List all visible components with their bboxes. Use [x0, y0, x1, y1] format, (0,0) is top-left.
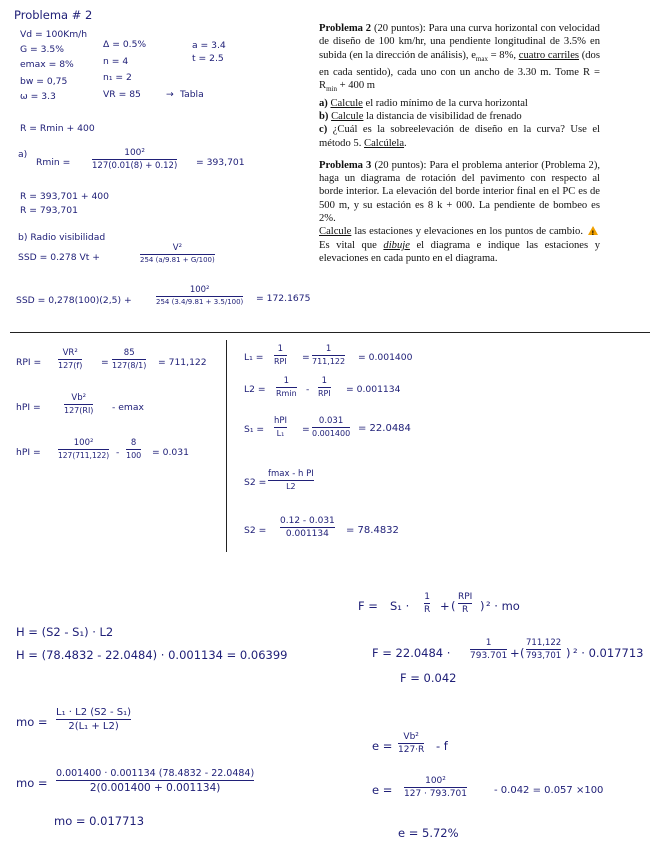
- mo-fraction: [56, 707, 131, 732]
- rmin-fraction: [92, 148, 177, 171]
- part-a-label: a): [18, 149, 28, 160]
- problem-2-title: Problema 2: [319, 23, 372, 34]
- mo-numerator: L₁ · L2 (S2 - S₁): [56, 707, 132, 718]
- mo-sub-numerator: 0.001400 · 0.001134 (78.4832 - 22.0484): [56, 768, 255, 779]
- f-paren-open: (: [451, 599, 456, 613]
- hpi-sub-minus: -: [116, 447, 120, 458]
- rpi-numerator-2: 85: [123, 348, 135, 358]
- l1-denominator-2: 711,122: [312, 357, 346, 366]
- e-sub-tail: - 0.042 = 0.057 ×100: [494, 785, 604, 796]
- hpi-sub-denominator: 127(711,122): [58, 451, 110, 460]
- given-bw: bw = 0,75: [20, 76, 68, 87]
- ssd-formula-numerator: V²: [172, 243, 182, 253]
- e-result: e = 5.72%: [398, 826, 459, 840]
- mo-denominator: 2(L₁ + L2): [68, 721, 119, 732]
- given-n: n = 4: [103, 56, 129, 67]
- hpi-sub-numerator-2: 8: [130, 438, 137, 448]
- item-b-verb: Calcule: [331, 111, 364, 122]
- s1-lhs: S₁ =: [244, 424, 265, 435]
- part-b-label: b) Radio visibilidad: [18, 232, 106, 243]
- l1-equals: =: [302, 352, 310, 363]
- f-sub-numerator-2: 711,122: [526, 638, 562, 648]
- l1-fraction-2: [312, 344, 345, 366]
- arrow-icon: →: [166, 89, 174, 100]
- item-a-label: a): [319, 97, 328, 109]
- given-delta: Δ = 0.5%: [103, 39, 147, 50]
- given-g: G = 3.5%: [20, 44, 64, 55]
- item-c-label: c): [319, 124, 328, 136]
- r-line2: R = 793,701: [20, 205, 78, 216]
- s2-sub-lhs: S2 =: [244, 525, 267, 536]
- s2-lhs: S2 =: [244, 477, 267, 488]
- item-c-end: .: [404, 137, 407, 149]
- hpi-sub-denominator-2: 100: [126, 451, 142, 460]
- problem-2-body-3: (dos en cada sentido), cada uno con un ancho de 3.30 m. Tome R = R: [319, 49, 600, 92]
- item-c-text: ¿Cuál es la sobreelevación de diseño en la curva? Use el método 5.: [319, 124, 600, 149]
- f-result: F = 0.042: [400, 671, 457, 685]
- hpi-denominator: 127(RI): [64, 406, 94, 415]
- given-a: a = 3.4: [192, 40, 226, 51]
- item-a-verb: Calcule: [330, 97, 363, 109]
- f-sub-plus: +: [510, 646, 520, 660]
- ssd-sub-numerator: 100²: [189, 285, 210, 295]
- f-sub-lhs: F = 22.0484 ·: [372, 646, 451, 660]
- problem-3-body-2: las estaciones y elevaciones en los puntos de cambio.: [351, 226, 586, 238]
- f-numerator-2: RPI: [458, 592, 473, 602]
- rpi-denominator-2: 127(8/1): [112, 361, 147, 370]
- e-tail: - f: [436, 739, 448, 753]
- f-sub-numerator-1: 1: [485, 638, 492, 648]
- problem-3-draw: dibuje: [383, 239, 410, 251]
- s2-sub-numerator: 0.12 - 0.031: [280, 516, 335, 526]
- given-n1: n₁ = 2: [103, 72, 132, 83]
- f-sub-fraction-1: [470, 638, 507, 661]
- mo-sub-denominator: 2(0.001400 + 0.001134): [89, 782, 221, 794]
- s2-sub-fraction: [280, 516, 335, 539]
- ssd-sub-denominator: 254 (3.4/9.81 + 3.5/100): [156, 298, 244, 306]
- l2-fraction-2: [318, 376, 331, 398]
- l2-lhs: L2 =: [244, 384, 266, 395]
- problem-2-body: (20 puntos): Para una curva horizontal con velocidad de diseño de 100 km/hr, una pendiente longitudinal de 3.5% en subida (en la dirección de análisis), e: [319, 23, 600, 61]
- e-sub-denominator: 127 · 793.701: [404, 789, 467, 799]
- item-b-label: b): [319, 111, 329, 122]
- f-sub-denominator-2: 793,701: [526, 651, 562, 661]
- given-vr-table: Tabla: [180, 89, 204, 100]
- l2-minus: -: [306, 384, 310, 395]
- problem-3-body-4: el diagrama e indique las estaciones y elevaciones en cada punto en el diagrama.: [319, 239, 600, 264]
- problem-3-body: (20 puntos): Para el problema anterior (Problema 2), haga un diagrama de rotación del pavimento con respecto al borde interior. La elevación del borde interior final en el PC es de 500 m, y su estación es 8 k + 000. La pendiente de bombeo es 2%.: [319, 159, 600, 225]
- e-denominator: 127·R: [398, 745, 425, 755]
- emax-subscript: max: [475, 54, 488, 63]
- mo-result: mo = 0.017713: [54, 814, 145, 828]
- rpi-fraction-1: [58, 348, 82, 370]
- ssd-formula-fraction: [140, 243, 215, 264]
- given-vd: Vd = 100Km/h: [20, 29, 88, 40]
- f-sub-tail: ² · 0.017713: [573, 646, 644, 660]
- hpi-sub-fraction: [58, 438, 109, 460]
- e-sub-fraction: [404, 776, 467, 799]
- s2-sub-denominator: 0.001134: [285, 529, 329, 539]
- f-denominator-2: R: [462, 605, 469, 615]
- s1-numerator-1: hPI: [274, 416, 288, 426]
- rpi-lhs: RPI =: [16, 357, 42, 368]
- l1-fraction-1: [274, 344, 287, 366]
- problem-3-body-3: Es vital que: [319, 239, 384, 251]
- s1-fraction-2: [312, 416, 350, 438]
- rmin-lhs: Rmin =: [36, 157, 71, 168]
- s2-fraction: [268, 469, 314, 491]
- hpi-lhs: hPI =: [16, 402, 41, 413]
- l2-denominator-1: Rmin: [276, 389, 297, 398]
- h-line2: H = (78.4832 - 22.0484) · 0.001134 = 0.06399: [16, 648, 288, 662]
- hpi-sub-numerator: 100²: [73, 438, 94, 448]
- ssd-result: = 172.1675: [256, 293, 311, 304]
- r-line1: R = 393,701 + 400: [20, 191, 109, 202]
- hpi-sub-result: = 0.031: [152, 447, 189, 458]
- rmin-denominator: 127(0.01(8) + 0.12): [92, 161, 178, 171]
- given-emax: emax = 8%: [20, 59, 74, 70]
- f-s1: S₁ ·: [390, 599, 410, 613]
- e-sub-numerator: 100²: [425, 776, 446, 786]
- rpi-equals: =: [101, 357, 109, 368]
- s2-denominator: L2: [286, 482, 296, 491]
- e-sub-lhs: e =: [372, 783, 393, 797]
- l2-numerator-1: 1: [283, 376, 290, 386]
- f-denominator-1: R: [424, 605, 431, 615]
- given-vr: VR = 85: [103, 89, 141, 100]
- l1-numerator-1: 1: [277, 344, 284, 354]
- problem-2: [319, 22, 600, 150]
- l1-lhs: L₁ =: [244, 352, 264, 363]
- l1-denominator-1: RPI: [274, 357, 287, 366]
- s1-denominator-2: 0.001400: [312, 429, 351, 438]
- e-fraction: [398, 732, 424, 755]
- f-numerator-1: 1: [424, 592, 430, 602]
- four-lanes-text: cuatro carriles: [518, 49, 580, 61]
- given-w: ω = 3.3: [20, 91, 56, 102]
- rpi-fraction-2: [112, 348, 146, 370]
- ssd-formula-lhs: SSD = 0.278 Vt +: [18, 252, 101, 263]
- hpi-numerator: Vb²: [71, 393, 87, 403]
- s2-sub-result: = 78.4832: [346, 525, 399, 536]
- notes-header: Problema # 2: [14, 8, 93, 22]
- f-sub-paren-open: (: [520, 646, 525, 660]
- rpi-numerator-1: VR²: [62, 348, 78, 358]
- s1-denominator-1: L₁: [276, 429, 285, 438]
- s2-numerator: fmax - h PI: [268, 469, 314, 479]
- section-divider: [10, 332, 650, 333]
- r-definition: R = Rmin + 400: [20, 123, 95, 134]
- l1-result: = 0.001400: [358, 352, 413, 363]
- hpi-sub-fraction-2: [126, 438, 141, 460]
- rpi-result: = 711,122: [158, 357, 207, 368]
- ssd-sub-fraction: [156, 285, 243, 306]
- problem-2-body-4: + 400 m: [336, 80, 376, 92]
- problem-statement: [319, 22, 600, 274]
- f-fraction-2: [458, 592, 472, 615]
- warning-icon: [588, 226, 598, 235]
- mo-sub-lhs: mo =: [16, 776, 48, 790]
- l2-numerator-2: 1: [321, 376, 328, 386]
- f-sub-paren-close: ): [566, 646, 571, 660]
- rmin-numerator: 100²: [124, 148, 146, 158]
- problem-3: [319, 159, 600, 265]
- item-b-text: la distancia de visibilidad de frenado: [363, 111, 522, 122]
- ssd-sub-lhs: SSD = 0,278(100)(2,5) +: [16, 295, 132, 306]
- problem-3-title: Problema 3: [319, 159, 372, 171]
- s1-fraction-1: [274, 416, 287, 438]
- f-fraction-1: [424, 592, 430, 615]
- hpi-tail: - emax: [112, 402, 144, 413]
- l2-fraction-1: [276, 376, 297, 398]
- e-lhs: e =: [372, 739, 393, 753]
- l2-result: = 0.001134: [346, 384, 401, 395]
- rmin-subscript: min: [326, 85, 337, 94]
- e-numerator: Vb²: [403, 732, 419, 742]
- rmin-result: = 393,701: [196, 157, 245, 168]
- s1-equals: =: [302, 424, 310, 435]
- problem-2-body-2: = 8%,: [487, 49, 519, 61]
- problem-3-calc: Calcule: [319, 226, 352, 238]
- given-t: t = 2.5: [192, 53, 224, 64]
- mo-sub-fraction: [56, 768, 254, 794]
- mo-lhs: mo =: [16, 715, 48, 729]
- f-sub-fraction-2: [526, 638, 561, 661]
- item-c-verb: Calcúlela: [364, 137, 405, 149]
- s1-numerator-2: 0.031: [318, 416, 344, 426]
- f-lhs: F =: [358, 599, 378, 613]
- s1-result: = 22.0484: [358, 423, 411, 434]
- f-tail: ² · mo: [486, 599, 520, 613]
- column-divider: [226, 340, 227, 552]
- h-line1: H = (S2 - S₁) · L2: [16, 625, 114, 639]
- l1-numerator-2: 1: [325, 344, 332, 354]
- ssd-formula-denominator: 254 (a/9.81 + G/100): [140, 256, 215, 264]
- f-sub-denominator-1: 793.701: [470, 651, 508, 661]
- hpi-fraction: [64, 393, 93, 415]
- f-paren-close: ): [480, 599, 485, 613]
- item-a-text: el radio mínimo de la curva horizontal: [362, 97, 528, 109]
- f-plus: +: [440, 599, 450, 613]
- l2-denominator-2: RPI: [318, 389, 331, 398]
- hpi-sub-lhs: hPI =: [16, 447, 41, 458]
- rpi-denominator-1: 127(f): [58, 361, 83, 370]
